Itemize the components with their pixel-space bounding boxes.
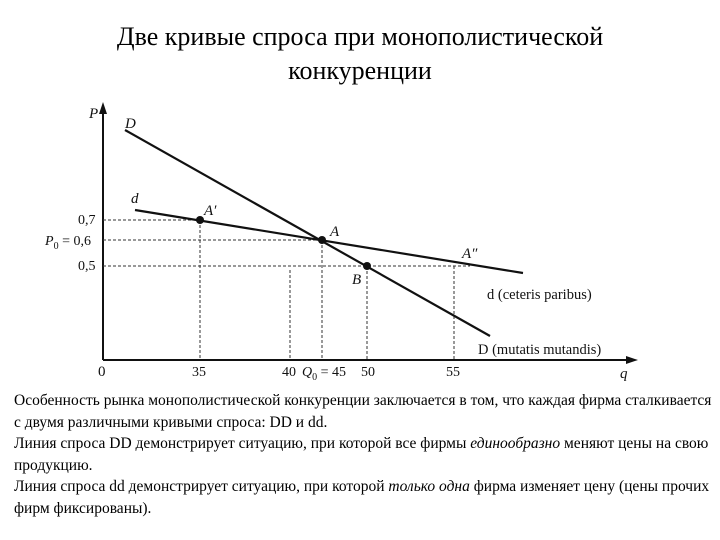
- x-tick-40: 40: [282, 365, 296, 380]
- x-tick-q0-subscript: 0: [312, 372, 318, 383]
- caption-p2-before: Линия спроса DD демонстрирует ситуацию, при которой все фирмы: [14, 435, 471, 452]
- caption-paragraph-1: Особенность рынка монополистической конкуренции заключается в том, что каждая фирма сталкивается с двумя различными кривыми спроса: DD и dd.: [14, 392, 712, 431]
- x-tick-35: 35: [192, 365, 206, 380]
- demand-curve-DD: [125, 130, 490, 336]
- x-tick-50: 50: [361, 365, 375, 380]
- slide-title-line1: Две кривые спроса при монополистической: [116, 22, 604, 51]
- y-tick-05: 0,5: [78, 259, 96, 274]
- slide-title-line2: конкуренции: [288, 56, 432, 85]
- point-A-marker: [318, 236, 326, 244]
- origin-label: 0: [98, 364, 106, 380]
- y-tick-07: 0,7: [78, 213, 96, 228]
- y-tick-p0-value: = 0,6: [58, 234, 91, 249]
- point-A-prime-marker: [196, 216, 204, 224]
- x-axis-label: q: [620, 366, 628, 382]
- x-tick-q0-value: = 45: [317, 365, 347, 380]
- caption-paragraph-2: [14, 433, 714, 476]
- caption-p3-before: Линия спроса dd демонстрирует ситуацию, при которой: [14, 478, 389, 495]
- caption-paragraph-3: [14, 476, 714, 519]
- y-axis-label: P: [89, 106, 99, 122]
- curve-D-top-label: D: [125, 116, 136, 132]
- caption-p3-after: фирма изменяет цену (цены прочих фирм фиксированы).: [14, 478, 710, 517]
- caption-p2-emphasis: единообразно: [470, 435, 561, 452]
- caption-p3-emphasis: только одна: [388, 478, 470, 495]
- demand-curve-dd: [135, 210, 523, 273]
- curve-d-label: d (ceteris paribus): [487, 287, 592, 303]
- y-axis-arrow: [99, 102, 107, 114]
- y-tick-p0-symbol: P: [45, 234, 54, 249]
- point-A-prime-label: A′: [204, 203, 217, 219]
- x-tick-q0-symbol: Q: [302, 365, 313, 380]
- curve-D-label: D (mutatis mutandis): [478, 342, 602, 358]
- x-tick-55: 55: [446, 365, 460, 380]
- caption-p2-after: меняют цены на свою продукцию.: [14, 435, 709, 474]
- y-tick-p0-subscript: 0: [53, 241, 59, 252]
- caption-text: [14, 390, 714, 519]
- x-axis-arrow: [626, 356, 638, 364]
- guide-lines: [103, 220, 470, 360]
- y-tick-p0: [44, 234, 91, 252]
- x-tick-q0: [302, 365, 346, 383]
- point-A-label: A: [330, 224, 340, 240]
- point-B-label: B: [352, 272, 362, 288]
- point-B-marker: [363, 262, 371, 270]
- point-A-dblprime-label: A″: [462, 246, 478, 262]
- curve-d-top-label: d: [131, 191, 139, 207]
